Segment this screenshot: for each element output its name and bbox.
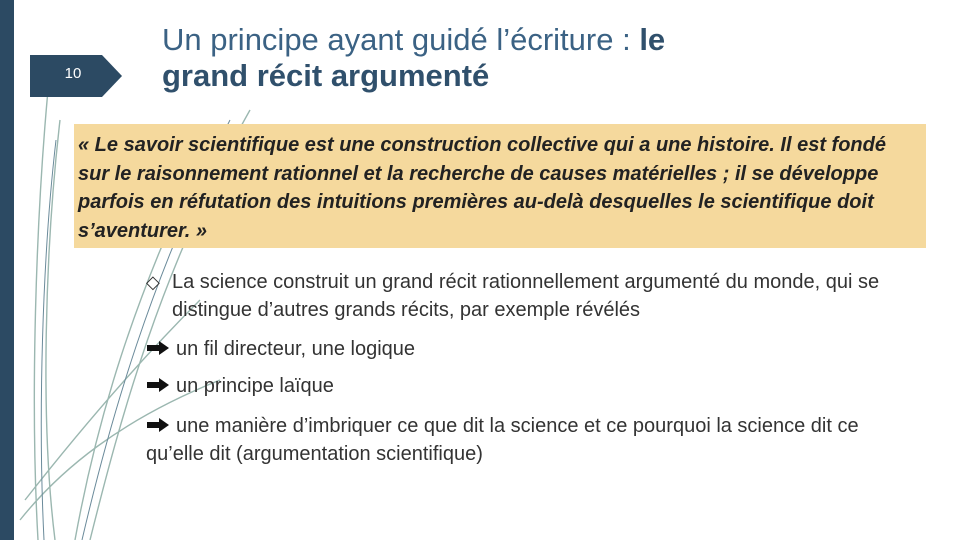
arrow-item-text: un fil directeur, une logique [176,338,416,360]
right-arrow-icon [146,340,170,356]
slide-title-plain: Un principe ayant guidé l’écriture : [162,22,640,57]
quote-box [74,124,926,248]
left-accent-bar [0,0,14,540]
main-bullet-text: La science construit un grand récit rationnellement argumenté du monde, qui se distingue d’autres grands récits, par exemple révélés [172,271,880,321]
slide-title-highlight-2: grand récit argumenté [162,58,490,93]
quote-text: « Le savoir scientifique est une construction collective qui a une histoire. Il est fondé sur le raisonnement rationnel et la recherche de causes matérielles ; il se développe parfois en réfutation des intuitions premières au-delà desquelles le scientifique doit s’aventurer. » [78,134,886,242]
right-arrow-icon [146,377,170,393]
arrow-item-2 [146,372,866,400]
diamond-outline-icon: ◇ [146,272,160,292]
right-arrow-icon [146,417,170,433]
main-bullet [146,268,906,324]
slide-number: 10 [64,65,82,82]
arrow-item-1 [146,335,866,363]
arrow-item-3 [146,412,866,468]
arrow-item-text: une manière d’imbriquer ce que dit la science et ce pourquoi la science dit ce qu’elle dit (argumentation scientifique) [146,415,859,465]
slide-title-highlight-1: le [639,22,666,57]
slide-title [162,22,802,94]
arrow-item-text: un principe laïque [176,375,334,397]
